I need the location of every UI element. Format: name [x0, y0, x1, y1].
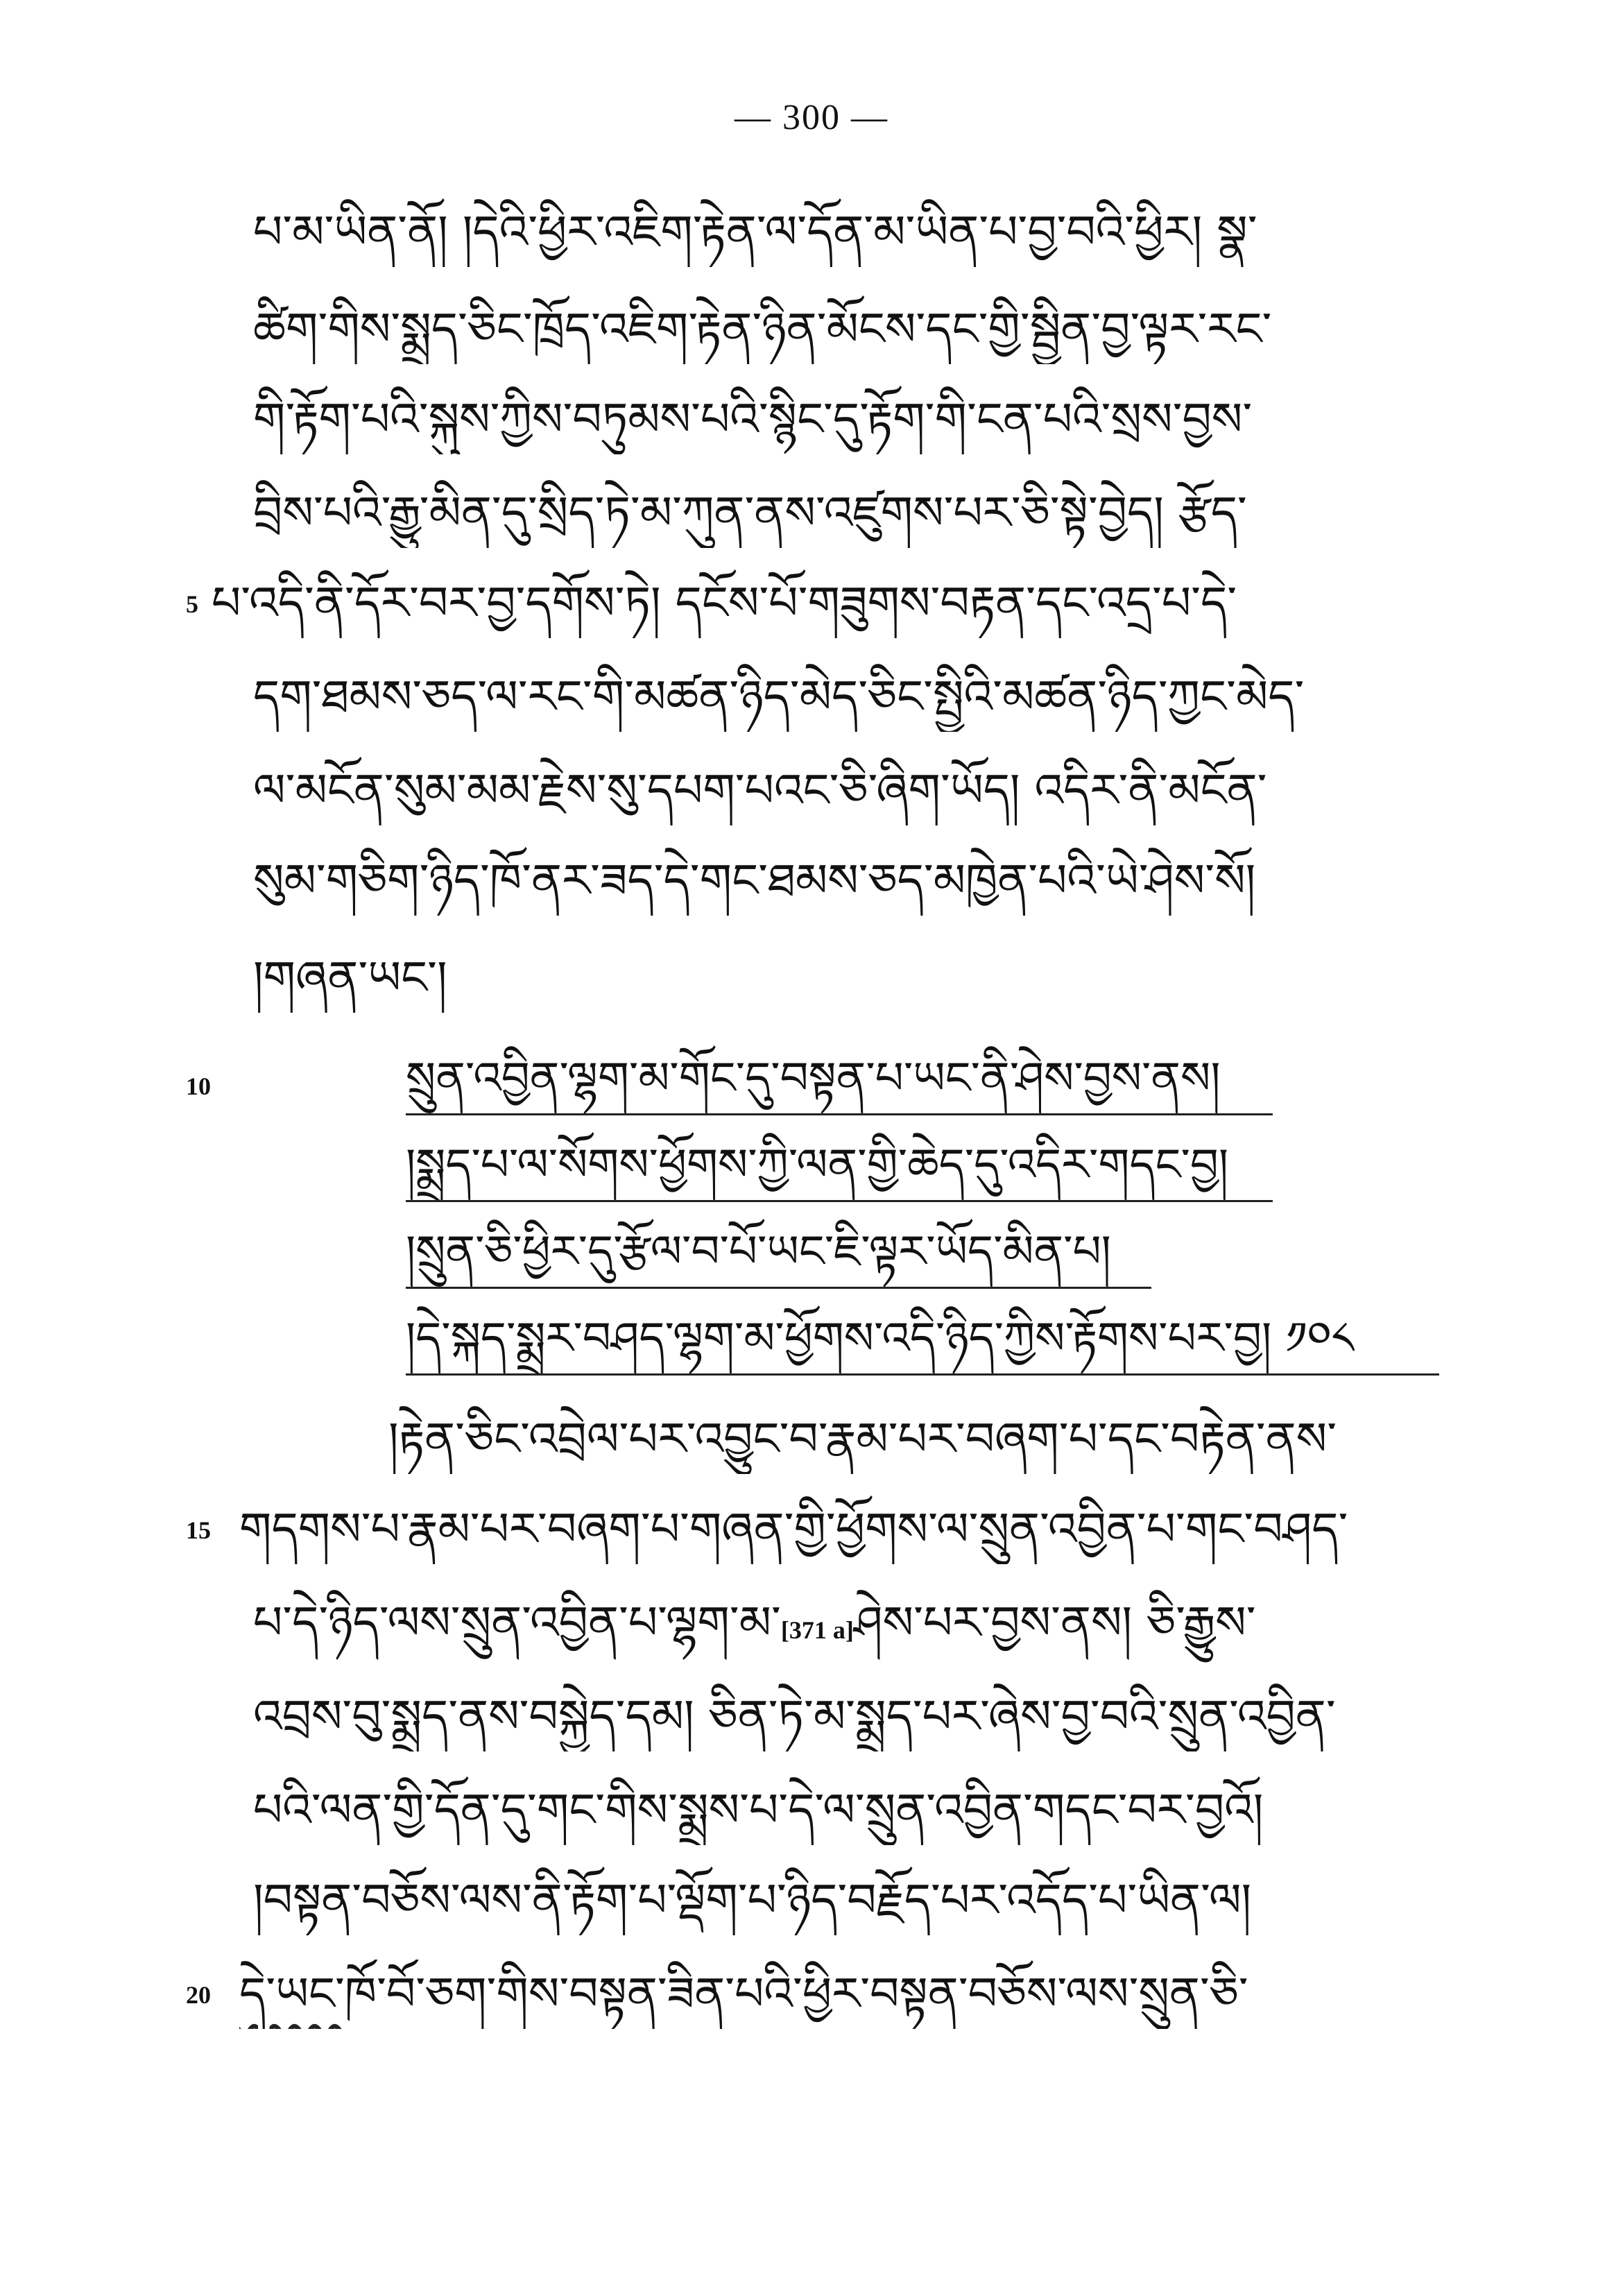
- verse-line-2: །སྨྲད་པ་ལ་སོགས་ཕྱོགས་ཀྱི་ལན་གྱི་ཆེད་དུ་འདིར་གདང་བྱ།: [406, 1131, 1273, 1202]
- text-line-16-part-2: ཤེས་པར་བྱས་ནས། ཅི་རྒྱུས་: [853, 1596, 1256, 1650]
- page-number: — 300 —: [735, 98, 888, 137]
- verse-line-4: །དེ་སྐད་སྨྲར་བཤད་ལྷག་མ་ཕྱོགས་འདི་ཉིད་ཀྱིས་རྟོགས་པར་བྱ། ༡༠༨: [406, 1304, 1439, 1376]
- text-line-17: འབྲས་བུ་སྨྲད་ནས་བསྐྱེད་དམ། ཅིན་ཏེ་མ་སྨྲད་པར་ཞེས་བྱ་བའི་སྲུན་འབྱིན་: [253, 1690, 1336, 1743]
- text-line-5: པ་འདི་ནི་དོར་བར་བྱ་དགོས་ཏེ། དངོས་པོ་གཟུགས་བརྟན་དང་འདྲ་པ་དེ་: [212, 576, 1237, 630]
- text-line-3: གི་རྟོག་པའི་སྐུས་ཀྱིས་བཏུམས་པའི་སྙིང་དུ་རྟོག་གི་ངན་པའི་སྲས་བྱས་: [253, 393, 1253, 446]
- text-line-15: གདགས་པ་རྣམ་པར་བཞག་པ་གཞན་གྱི་ཕྱོགས་ལ་སྲུན་འབྱིན་པ་གང་བཤད་: [239, 1502, 1348, 1556]
- text-line-8: སུམ་གཅིག་ཉིད་ཁོ་ནར་ཟད་དེ་གང་ཐམས་ཅད་མཁྱེན་པའི་ཡེ་ཤེས་སོ།: [253, 854, 1256, 907]
- folio-reference: [371 a]: [780, 1616, 854, 1644]
- text-line-1: པ་མ་ཡིན་ནོ། །དེའི་ཕྱིར་འཇིག་རྟེན་ལ་དོན་མ་ཡིན་པ་བྱ་བའི་ཕྱིར། སྣ་: [253, 205, 1257, 259]
- text-line-4: བྲིས་པའི་རྒྱུ་མིན་དུ་སྲིད་ཏེ་མ་ཀུན་ནས་འཛུགས་པར་ཅི་སྟེ་བྱེད། རྩོད་: [253, 486, 1247, 540]
- wavy-underlined-text: དེ་ཡང་: [239, 1967, 345, 2021]
- line-number-20: 20: [186, 1981, 211, 2009]
- text-line-19: །བསྟན་བཅོས་ལས་ནི་རྟོག་པ་ལྡོག་པ་ཉིད་བརྗོད་པར་འདོད་པ་ཡིན་ལ།: [253, 1874, 1252, 1927]
- text-line-7: ལ་མངོན་སུམ་མམ་རྗེས་སུ་དཔག་པའང་ཅི་ཞིག་ཡོད། འདིར་ནི་མངོན་: [253, 764, 1267, 817]
- text-line-18: པའི་ལན་གྱི་དོན་དུ་གང་གིས་སྨྲས་པ་དེ་ལ་སྲུན་འབྱིན་གདང་བར་བྱའོ།: [253, 1783, 1264, 1837]
- line-number-5: 5: [186, 590, 198, 618]
- text-line-14: །རྟེན་ཅིང་འབྲེལ་པར་འབྱུང་བ་རྣམ་པར་བཞག་པ་དང་བརྟེན་ནས་: [388, 1412, 1337, 1466]
- text-line-20: [239, 1960, 1453, 2029]
- text-line-2: ཚིག་གིས་སྨྲད་ཅིང་ཁྲོད་འཇིག་རྟེན་ཉིན་མོངས་དང་གྱི་སྦྱིན་བྱ་ལྟར་རང་: [253, 302, 1272, 356]
- verse-line-3: །སྲུན་ཅི་ཕྱིར་དུ་རྩོལ་བ་པོ་ཡང་ཇི་ལྟར་ཡོད་མིན་པ།: [406, 1217, 1151, 1289]
- line-number-15: 15: [186, 1516, 211, 1544]
- verse-line-1: སྲུན་འབྱིན་ལྷག་མ་གོང་དུ་བསྟན་པ་ཡང་ནི་ཤེས་བྱས་ནས།: [406, 1044, 1273, 1115]
- text-line-20-rest: ཁོ་བོ་ཅག་གིས་བསྟན་ཟིན་པའི་ཕྱིར་བསྟན་བཅོས་ལས་སྲུན་ཅི་: [344, 1967, 1248, 2021]
- text-line-16-part-1: པ་དེ་ཉིད་ལས་སྲུན་འབྱིན་པ་ལྷག་མ་: [253, 1596, 781, 1650]
- text-line-9: །གཞན་ཡང་།: [253, 951, 447, 1004]
- text-line-6: དག་ཐམས་ཅད་ལ་རང་གི་མཚན་ཉིད་མེད་ཅིང་སྤྱིའི་མཚན་ཉིད་ཀྱང་མེད་: [253, 670, 1305, 723]
- line-number-10: 10: [186, 1072, 211, 1100]
- text-line-16: [253, 1588, 1453, 1665]
